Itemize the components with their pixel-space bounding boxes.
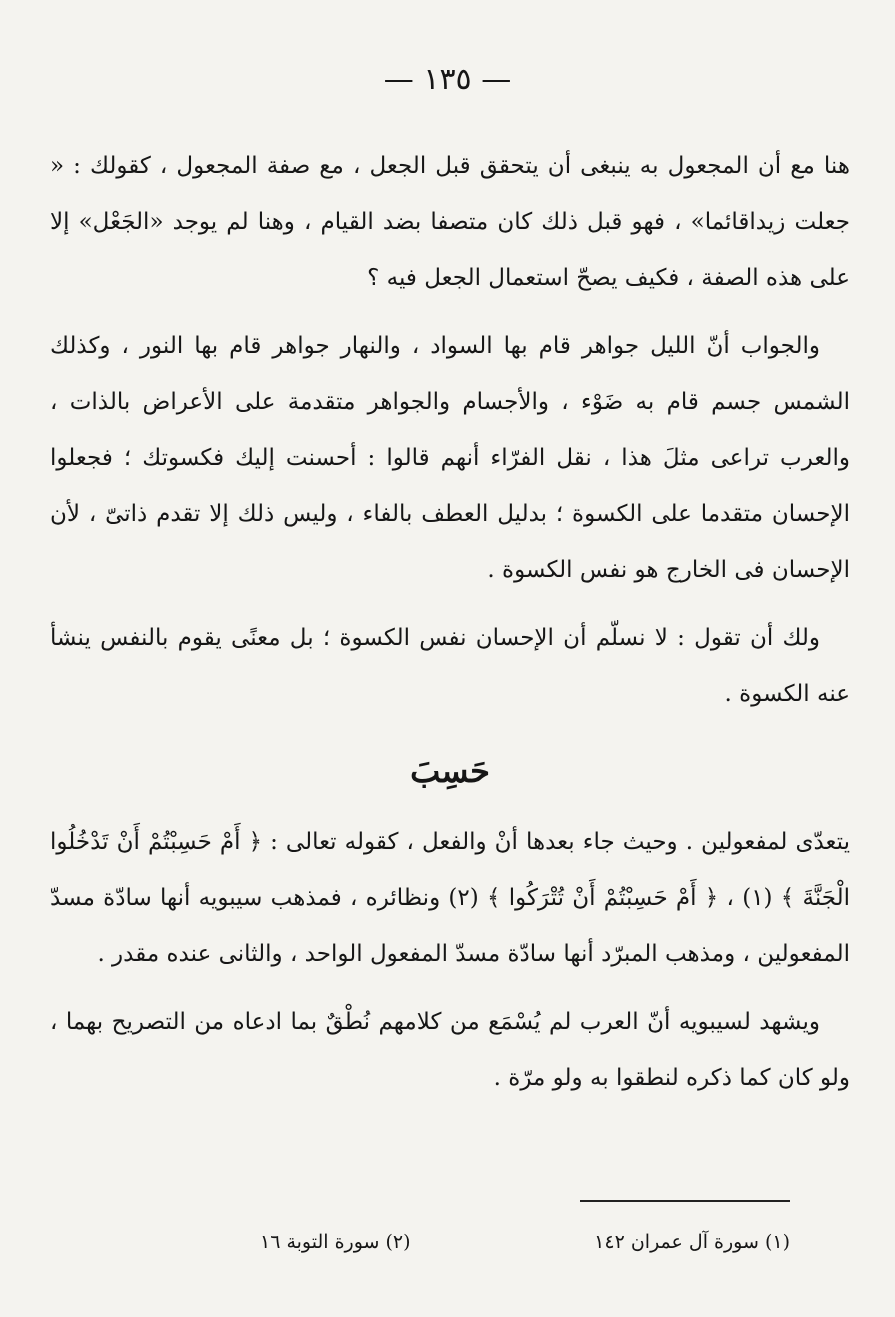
- section-heading: حَسِبَ: [410, 752, 490, 790]
- paragraph-1: هنا مع أن المجعول به ينبغى أن يتحقق قبل الجعل ، مع صفة المجعول ، كقولك : « جعلت زيداقائما» ، فهو قبل ذلك كان متصفا بضد القيام ، وهنا لم يوجد «الجَعْل» إلا على هذه الصفة ، فكيف يصحّ استعمال الجعل فيه ؟: [50, 153, 850, 291]
- page-body: [50, 138, 850, 1118]
- footnote-2: (٢) سورة التوبة ١٦: [260, 1231, 411, 1253]
- paragraph-2: والجواب أنّ الليل جواهر قام بها السواد ، والنهار جواهر قام بها النور ، وكذلك الشمس جسم قام به ضَوْء ، والأجسام والجواهر متقدمة على الأعراض بالذات ، والعرب تراعى مثلَ هذا ، نقل الفرّاء أنهم قالوا : أحسنت إليك فكسوتك ؛ فجعلوا الإحسان متقدما على الكسوة ؛ بدليل العطف بالفاء ، وليس ذلك إلا تقدم ذاتىّ ، لأن الإحسان فى الخارج هو نفس الكسوة .: [50, 333, 850, 583]
- footnote-divider: [580, 1200, 790, 1202]
- page-number: — ١٣٥ —: [383, 62, 512, 97]
- paragraph-4: يتعدّى لمفعولين . وحيث جاء بعدها أنْ والفعل ، كقوله تعالى : ﴿ أَمْ حَسِبْتُمْ أَنْ تَدْخُلُوا الْجَنَّةَ ﴾ (١) ، ﴿ أَمْ حَسِبْتُمْ أَنْ تُتْرَكُوا ﴾ (٢) ونظائره ، فمذهب سيبويه أنها سادّة مسدّ المفعولين ، ومذهب المبرّد أنها سادّة مسدّ المفعول الواحد ، والثانى عنده مقدر .: [50, 829, 851, 967]
- footnotes: [260, 1222, 790, 1262]
- footnote-1: (١) سورة آل عمران ١٤٢: [594, 1231, 790, 1253]
- paragraph-3: ولك أن تقول : لا نسلّم أن الإحسان نفس الكسوة ؛ بل معنًى يقوم بالنفس ينشأ عنه الكسوة .: [50, 625, 850, 707]
- paragraph-5: ويشهد لسيبويه أنّ العرب لم يُسْمَع من كلامهم نُطْقٌ بما ادعاه من التصريح بهما ، ولو كان كما ذكره لنطقوا به ولو مرّة .: [50, 1009, 850, 1091]
